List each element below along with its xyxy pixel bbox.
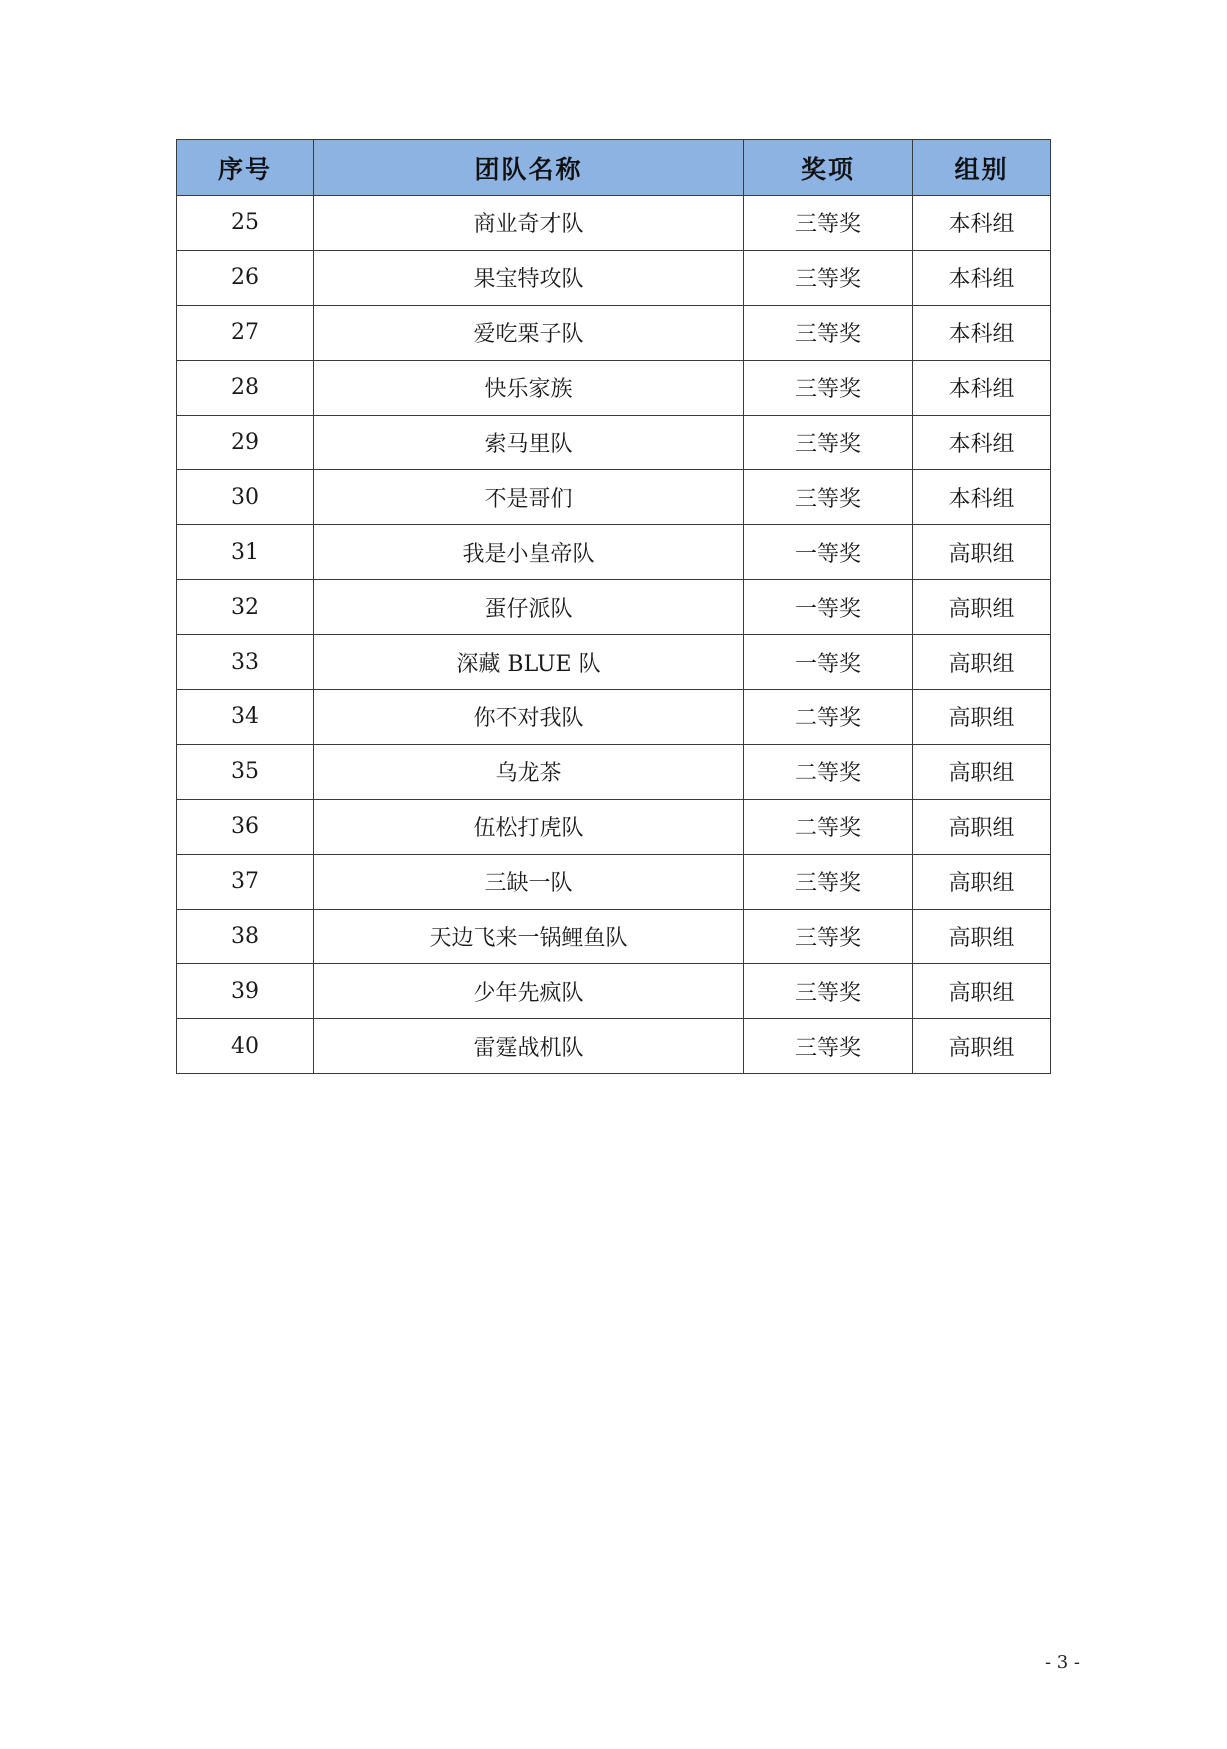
cell-team-name: 索马里队 — [314, 415, 744, 470]
table-header — [177, 140, 1051, 196]
cell-serial-number: 38 — [177, 909, 314, 964]
cell-group: 本科组 — [913, 196, 1051, 251]
cell-team-name: 商业奇才队 — [314, 196, 744, 251]
cell-team-name: 你不对我队 — [314, 690, 744, 745]
cell-group: 高职组 — [913, 580, 1051, 635]
cell-serial-number: 27 — [177, 305, 314, 360]
cell-serial-number: 40 — [177, 1019, 314, 1074]
cell-team-name: 我是小皇帝队 — [314, 525, 744, 580]
table-body — [177, 196, 1051, 1074]
table-row — [177, 305, 1051, 360]
table-row — [177, 525, 1051, 580]
cell-group: 高职组 — [913, 964, 1051, 1019]
cell-award: 三等奖 — [744, 1019, 913, 1074]
cell-group: 高职组 — [913, 854, 1051, 909]
cell-team-name: 少年先疯队 — [314, 964, 744, 1019]
cell-serial-number: 29 — [177, 415, 314, 470]
page-number: - 3 - — [1044, 1652, 1080, 1673]
cell-team-name: 快乐家族 — [314, 360, 744, 415]
cell-award: 二等奖 — [744, 690, 913, 745]
cell-award: 三等奖 — [744, 909, 913, 964]
cell-group: 高职组 — [913, 525, 1051, 580]
header-team-name: 团队名称 — [314, 140, 744, 196]
cell-award: 三等奖 — [744, 964, 913, 1019]
cell-serial-number: 37 — [177, 854, 314, 909]
cell-group: 高职组 — [913, 744, 1051, 799]
cell-serial-number: 35 — [177, 744, 314, 799]
cell-award: 三等奖 — [744, 854, 913, 909]
cell-team-name: 蛋仔派队 — [314, 580, 744, 635]
cell-award: 三等奖 — [744, 250, 913, 305]
table-row — [177, 744, 1051, 799]
cell-group: 本科组 — [913, 360, 1051, 415]
cell-award: 二等奖 — [744, 799, 913, 854]
cell-award: 三等奖 — [744, 305, 913, 360]
cell-group: 本科组 — [913, 305, 1051, 360]
cell-group: 高职组 — [913, 635, 1051, 690]
table-row — [177, 415, 1051, 470]
cell-serial-number: 30 — [177, 470, 314, 525]
header-group: 组别 — [913, 140, 1051, 196]
cell-group: 高职组 — [913, 690, 1051, 745]
cell-serial-number: 34 — [177, 690, 314, 745]
cell-award: 一等奖 — [744, 635, 913, 690]
cell-team-name: 雷霆战机队 — [314, 1019, 744, 1074]
awards-table — [176, 139, 1051, 1074]
table-row — [177, 360, 1051, 415]
cell-group: 本科组 — [913, 250, 1051, 305]
cell-group: 本科组 — [913, 470, 1051, 525]
table-row — [177, 470, 1051, 525]
cell-group: 高职组 — [913, 1019, 1051, 1074]
table-row — [177, 799, 1051, 854]
cell-award: 三等奖 — [744, 415, 913, 470]
cell-team-name: 伍松打虎队 — [314, 799, 744, 854]
cell-award: 二等奖 — [744, 744, 913, 799]
table-row — [177, 909, 1051, 964]
cell-serial-number: 26 — [177, 250, 314, 305]
cell-team-name: 三缺一队 — [314, 854, 744, 909]
header-serial-number: 序号 — [177, 140, 314, 196]
cell-serial-number: 39 — [177, 964, 314, 1019]
cell-serial-number: 32 — [177, 580, 314, 635]
cell-serial-number: 36 — [177, 799, 314, 854]
table-row — [177, 635, 1051, 690]
table-row — [177, 854, 1051, 909]
cell-serial-number: 25 — [177, 196, 314, 251]
cell-award: 三等奖 — [744, 196, 913, 251]
cell-team-name: 果宝特攻队 — [314, 250, 744, 305]
cell-team-name: 天边飞来一锅鲤鱼队 — [314, 909, 744, 964]
cell-award: 三等奖 — [744, 360, 913, 415]
table-header-row — [177, 140, 1051, 196]
cell-team-name: 深藏 BLUE 队 — [314, 635, 744, 690]
cell-team-name: 爱吃栗子队 — [314, 305, 744, 360]
table-row — [177, 250, 1051, 305]
cell-serial-number: 31 — [177, 525, 314, 580]
cell-award: 一等奖 — [744, 580, 913, 635]
table-row — [177, 1019, 1051, 1074]
cell-group: 高职组 — [913, 909, 1051, 964]
header-award: 奖项 — [744, 140, 913, 196]
cell-group: 高职组 — [913, 799, 1051, 854]
cell-award: 一等奖 — [744, 525, 913, 580]
cell-serial-number: 33 — [177, 635, 314, 690]
table-row — [177, 196, 1051, 251]
cell-team-name: 不是哥们 — [314, 470, 744, 525]
cell-serial-number: 28 — [177, 360, 314, 415]
cell-group: 本科组 — [913, 415, 1051, 470]
table-row — [177, 580, 1051, 635]
cell-award: 三等奖 — [744, 470, 913, 525]
table-row — [177, 690, 1051, 745]
cell-team-name: 乌龙茶 — [314, 744, 744, 799]
table-row — [177, 964, 1051, 1019]
